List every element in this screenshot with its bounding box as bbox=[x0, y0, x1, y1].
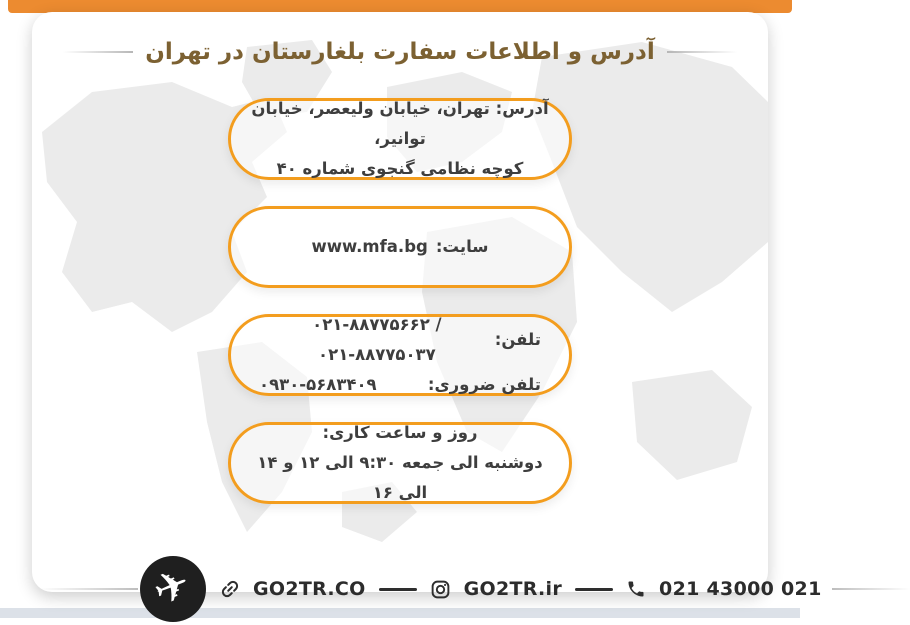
working-hours-pill bbox=[228, 422, 572, 504]
footer-website-link[interactable]: GO2TR.CO bbox=[253, 578, 366, 600]
footer-phone-number[interactable]: 021 43000 021 bbox=[659, 578, 822, 600]
footer-separator bbox=[575, 588, 613, 591]
address-line-1: آدرس: تهران، خیابان ولیعصر، خیابان توانیر، bbox=[251, 99, 549, 148]
address-line-2: کوچه نظامی گنجوی شماره ۴۰ bbox=[276, 159, 524, 178]
website-pill bbox=[228, 206, 572, 288]
main-card bbox=[32, 12, 822, 616]
website-label: سایت: bbox=[435, 237, 489, 256]
phone-pill bbox=[228, 314, 572, 396]
page-title: آدرس و اطلاعات سفارت بلغارستان در تهران bbox=[145, 39, 655, 65]
go2tr-logo bbox=[140, 556, 206, 622]
address-pill bbox=[228, 98, 572, 180]
phone-label: تلفن: bbox=[494, 330, 541, 349]
footer-decoration-line-right bbox=[832, 588, 910, 590]
working-hours-detail: دوشنبه الی جمعه ۹:۳۰ الی ۱۲ و ۱۴ الی ۱۶ bbox=[257, 453, 543, 502]
title-decoration-line-left bbox=[63, 51, 133, 53]
footer-separator bbox=[379, 588, 417, 591]
working-hours-title: روز و ساعت کاری: bbox=[322, 423, 478, 442]
footer-decoration-line-left bbox=[40, 588, 138, 590]
link-icon bbox=[216, 575, 244, 603]
info-pills bbox=[32, 98, 768, 504]
emergency-phone-number[interactable]: ۰۹۳۰-۵۶۸۳۴۰۹ bbox=[259, 375, 377, 394]
instagram-icon bbox=[430, 579, 451, 600]
title-row bbox=[32, 39, 768, 65]
title-decoration-line-right bbox=[667, 51, 737, 53]
footer-instagram-handle[interactable]: GO2TR.ir bbox=[463, 578, 563, 600]
emergency-phone-label: تلفن ضروری: bbox=[427, 375, 541, 394]
website-url[interactable]: www.mfa.bg bbox=[311, 237, 428, 256]
airplane-icon: ✈ bbox=[146, 557, 198, 616]
phone-icon bbox=[626, 579, 646, 599]
footer bbox=[32, 553, 822, 625]
phone-numbers[interactable]: ۰۲۱-۸۸۷۷۵۶۶۲ / ۰۲۱-۸۸۷۷۵۰۳۷ bbox=[312, 315, 442, 364]
